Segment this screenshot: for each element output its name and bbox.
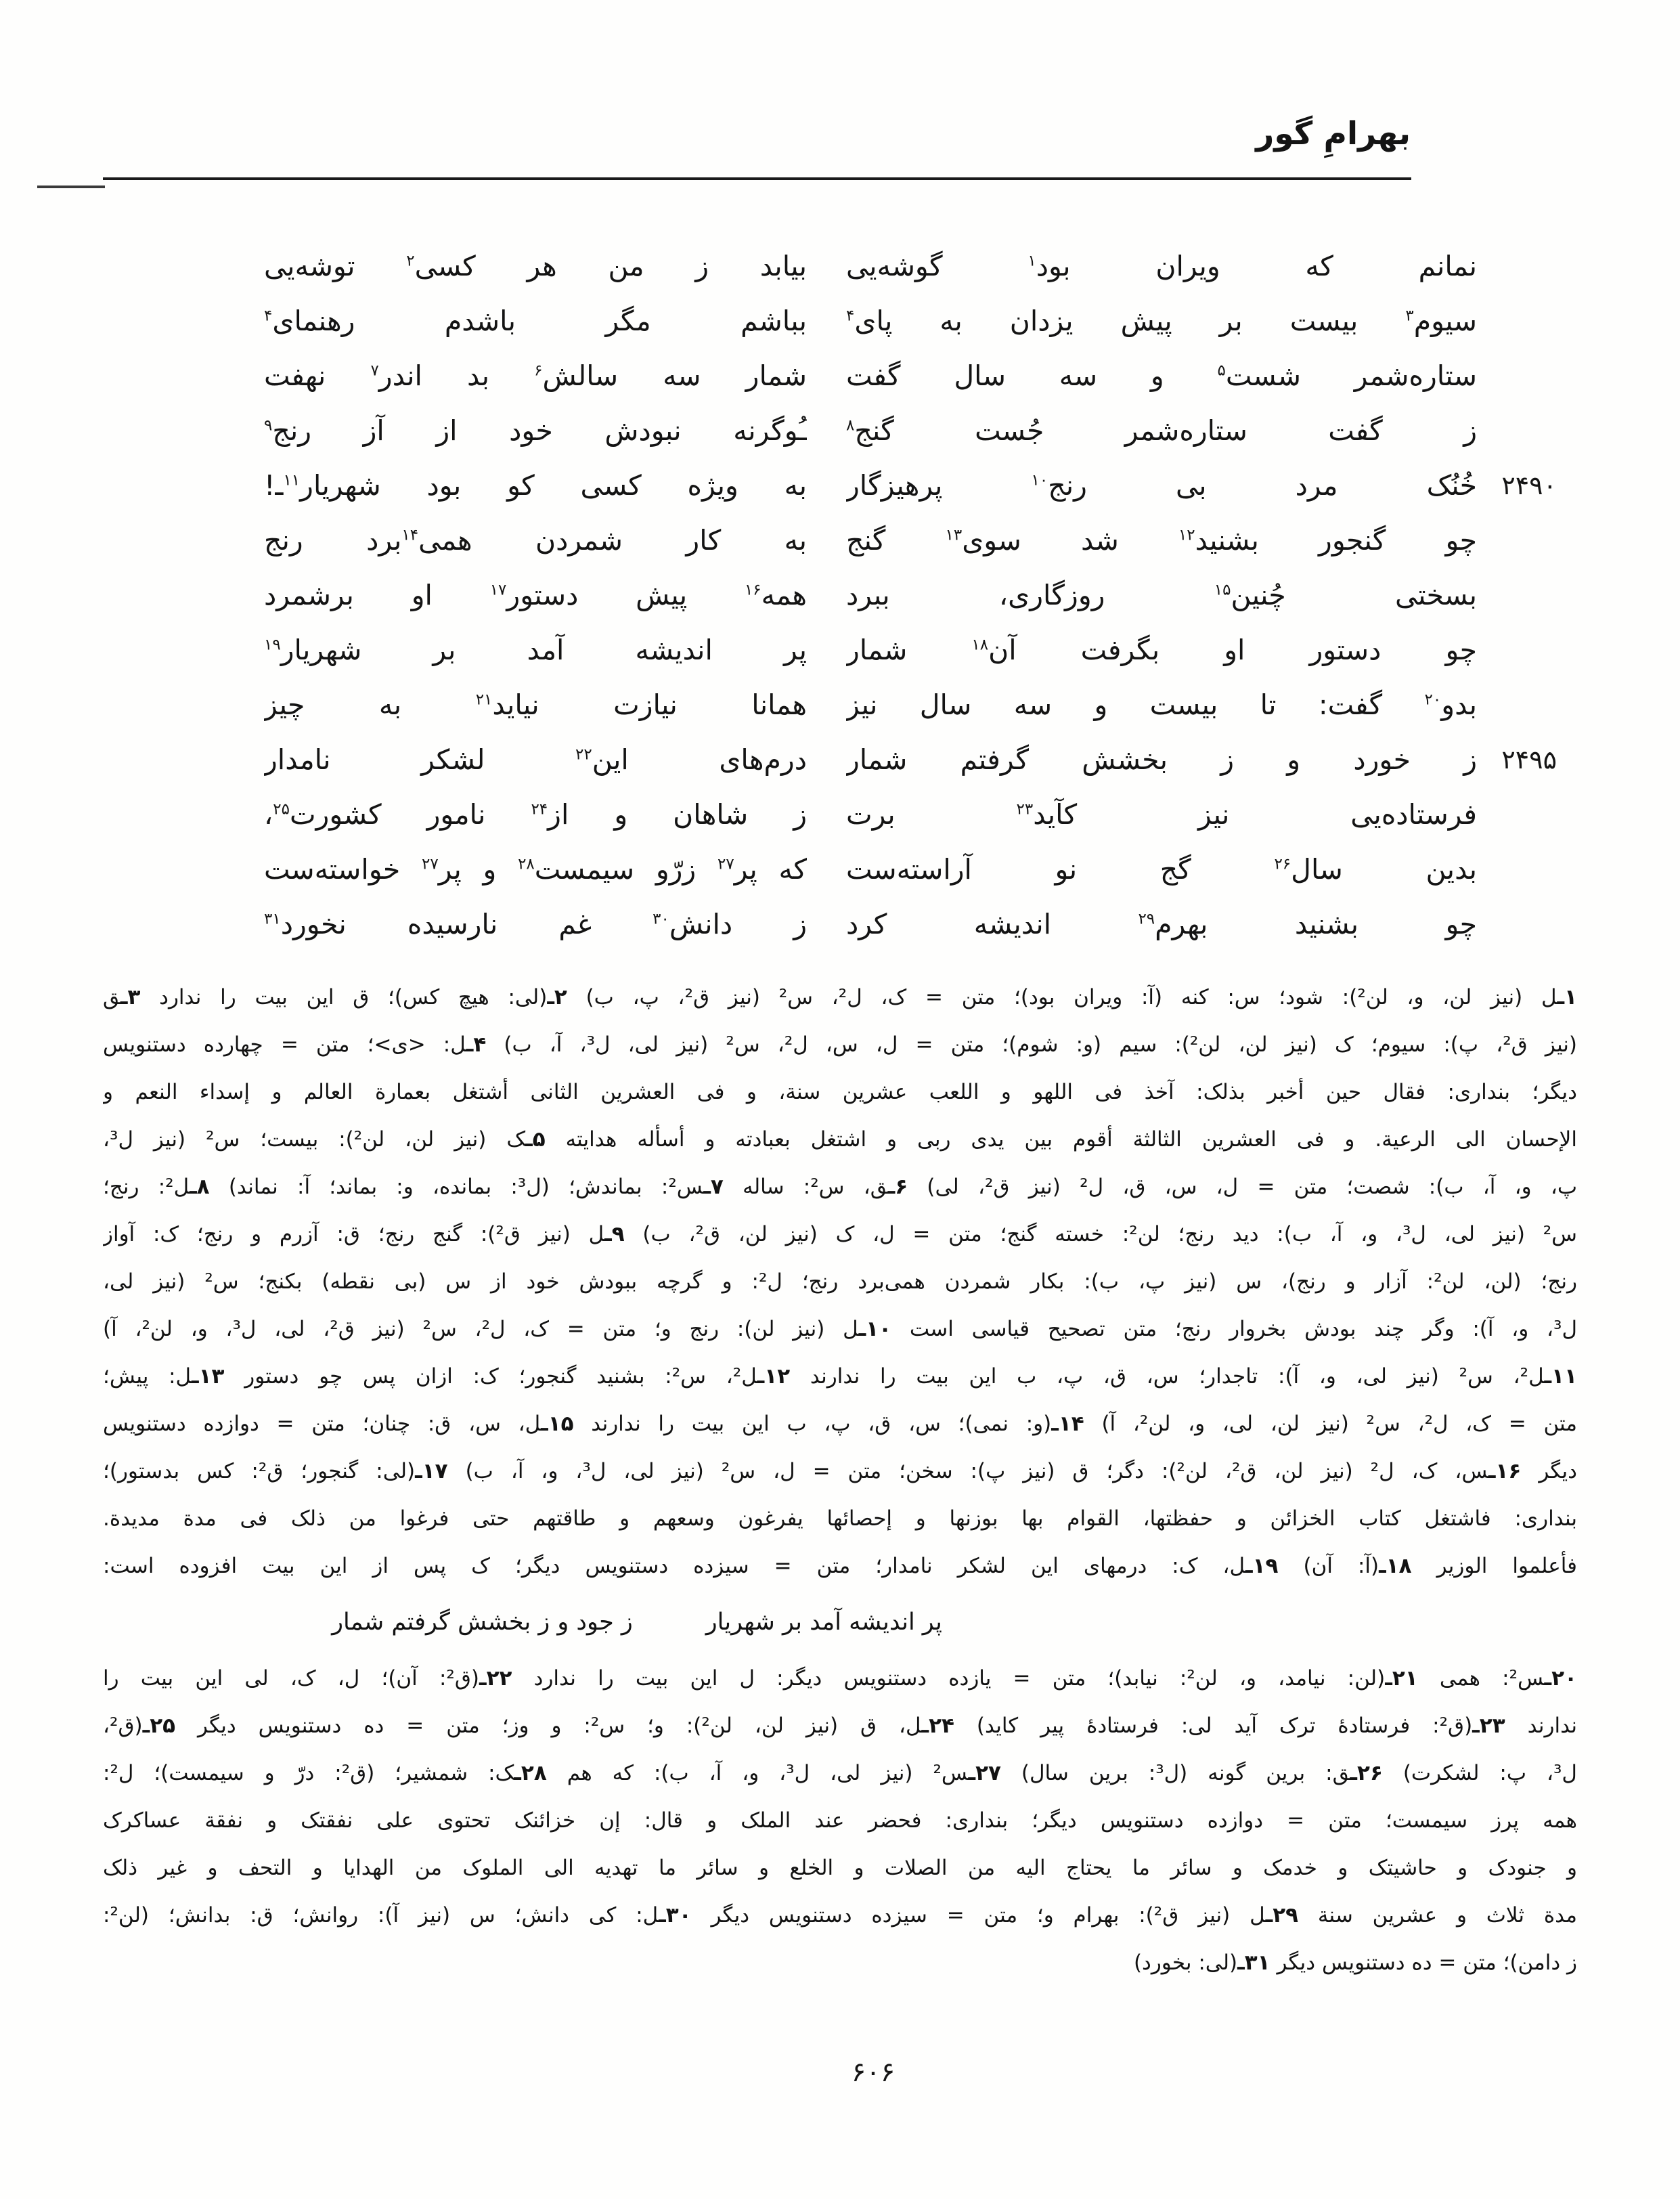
inset-hemistich: پر اندیشه آمد بر شهریار bbox=[705, 1609, 942, 1636]
verse-row bbox=[264, 458, 1557, 513]
apparatus-line: ل³، پ: لشکرت) ۲۶ـق: برین گونه (ل³: برین سال) ۲۷ـس² (نیز لی، ل³، و، آ، ب): که هم ۲۸ـک: شمشیر؛ (ق²: درّ و سیمست)؛ ل²: bbox=[103, 1761, 1577, 1785]
footnote-marker: ۱۰ bbox=[1031, 471, 1048, 489]
hemistich-right: ز گفت ستاره‌شمر جُست گنج$^۸$ bbox=[846, 414, 1477, 447]
verse-row bbox=[264, 677, 1557, 732]
hemistich-right: نمانم که ویران بود$^۱$ گوشه‌یی bbox=[846, 249, 1477, 282]
verse-number: ۲۴۹۰ bbox=[1501, 470, 1557, 500]
inset-hemistich: ز جود و ز بخشش گرفتم شمار bbox=[332, 1609, 633, 1636]
hemistich-left: به کار شمردن همی$^{۱۴}$برد رنج bbox=[264, 523, 807, 557]
apparatus-entry-number: ۲ـ bbox=[547, 985, 567, 1009]
apparatus-entry-number: ۱۹ـ bbox=[1245, 1554, 1279, 1578]
hemistich-left: ز دانش$^{۳۰}$ غم نارسیده نخورد$^{۳۱}$ bbox=[264, 907, 807, 940]
verse-row bbox=[264, 513, 1557, 567]
footnote-marker: ۱۷ bbox=[489, 580, 507, 598]
apparatus-line: همه پرز سیمست؛ متن = دوازده دستنویس دیگر؛ بنداری: فحضر عند الملک و قال: إن خزائنک تحتوی علی نفقتک و نفقة عساکرک bbox=[103, 1808, 1577, 1833]
hemistich-left: ـُوگرنه نبودش خود از آز رنج$^۹$ bbox=[264, 414, 807, 447]
footnote-marker: ۲۷ bbox=[717, 854, 734, 873]
verse-row bbox=[264, 403, 1557, 458]
footnote-marker: ۱۴ bbox=[401, 525, 419, 544]
apparatus-entry-number: ۱۰ـ bbox=[858, 1317, 892, 1341]
verse-row bbox=[264, 842, 1557, 896]
hemistich-left: ز شاهان و از$^{۲۴}$ نامور کشورت$^{۲۵}$، bbox=[264, 798, 807, 831]
hemistich-left: درم‌های این$^{۲۲}$ لشکر نامدار bbox=[264, 743, 807, 776]
apparatus-entry-number: ۲۴ـ bbox=[921, 1714, 954, 1738]
hemistich-left: به ویژه کسی کو بود شهریار$^{۱۱}$ـ! bbox=[264, 469, 807, 502]
footnote-marker: ۱۹ bbox=[264, 635, 281, 653]
hemistich-right: فرستاده‌یی نیز کآید$^{۲۳}$ برت bbox=[846, 798, 1477, 831]
apparatus-entry-number: ۸ـ bbox=[190, 1175, 210, 1199]
footnote-marker: ۲۷ bbox=[422, 854, 439, 873]
hemistich-right: ستاره‌شمر شست$^۵$ و سه سال گفت bbox=[846, 359, 1477, 392]
apparatus-line: الإحسان الی الرعیة. و فی العشرین الثالثة أقوم بین یدی ربی و اشتغل بعبادته و أسأله هدایته ۵ـک (نیز لن، لن²): بیست؛ س² (نیز ل³، bbox=[103, 1127, 1577, 1152]
apparatus-entry-number: ۴ـ bbox=[466, 1032, 487, 1057]
apparatus-line: ز دامن)؛ متن = ده دستنویس دیگر ۳۱ـ(لی: بخورد) bbox=[1133, 1951, 1577, 1975]
apparatus-entry-number: ۹ـ bbox=[604, 1222, 625, 1246]
verse-row bbox=[264, 567, 1557, 622]
apparatus-line: ندارند ۲۳ـ(ق²: فرستادهٔ ترک آید لی: فرستادهٔ پیر کاید) ۲۴ـل، ق (نیز لن، لن²): و؛ س²: و وز؛ متن = ده دستنویس دیگر ۲۵ـ(ق²، bbox=[103, 1714, 1577, 1738]
footnote-marker: ۳ bbox=[1405, 306, 1414, 324]
apparatus-line: ۲۰ـس²: همی ۲۱ـ(لن: نیامد، و، لن²: نیابد)؛ متن = یازده دستنویس دیگر: ل این بیت را ندارد ۲۲ـ(ق²: آن)؛ ل، ک، لی این بیت را bbox=[103, 1666, 1577, 1691]
apparatus-line: ۱ـل (نیز لن، و، لن²): شود؛ س: کنه (آ: ویران بود)؛ متن = ک، ل²، س² (نیز ق²، پ، ب) ۲ـ(لی: هیچ کس)؛ ق این بیت را ندارد ۳ـق bbox=[103, 985, 1577, 1009]
footnote-marker: ۱۶ bbox=[744, 580, 761, 598]
footnote-marker: ۲۲ bbox=[575, 745, 592, 763]
apparatus-line: ۱۱ـل²، س² (نیز لی، و، آ): تاجدار؛ س، ق، پ، ب این بیت را ندارند ۱۲ـل²، س²: بشنید گنجور؛ ک: ازان پس چو دستور ۱۳ـل: پیش؛ bbox=[103, 1364, 1577, 1389]
header-rule bbox=[103, 177, 1411, 180]
header-rule-dash bbox=[37, 186, 105, 188]
apparatus-entry-number: ۲۰ـ bbox=[1544, 1666, 1577, 1691]
apparatus-line: س² (نیز لی، ل³، و، آ، ب): دید رنج؛ لن²: خسته گنج؛ متن = ل، ک (نیز لن، ق²، ب) ۹ـل (نیز ق²): گنج رنج؛ ق: آزرم و رنج؛ ک: آواز bbox=[103, 1222, 1577, 1246]
apparatus-line: متن = ک، ل²، س² (نیز لن، لی، و، لن²، آ) ۱۴ـ(و: نمی)؛ س، ق، پ، ب این بیت را ندارند ۱۵ـل، س، ق: چنان؛ متن = دوازده دستنویس bbox=[103, 1412, 1577, 1436]
apparatus-entry-number: ۱۱ـ bbox=[1544, 1364, 1577, 1389]
footnote-marker: ۳۰ bbox=[653, 909, 669, 928]
hemistich-right: بدو$^{۲۰}$ گفت: تا بیست و سه سال نیز bbox=[846, 688, 1477, 721]
verse-row bbox=[264, 238, 1557, 293]
hemistich-left: همانا نیازت نیاید$^{۲۱}$ به چیز bbox=[264, 688, 807, 721]
apparatus-line: و جنودک و حاشیتک و خدمک و سائر ما یحتاج الیه من الصلات و الخلع و سائر ما تهدیه الی الملوک من الهدایا و التحف و غیر ذلک bbox=[103, 1856, 1577, 1880]
hemistich-left: بیابد ز من هر کسی$^۲$ توشه‌یی bbox=[264, 249, 807, 282]
hemistich-right: بسختی چُنین$^{۱۵}$ روزگاری، ببرد bbox=[846, 578, 1477, 611]
footnote-marker: ۸ bbox=[846, 416, 855, 434]
hemistich-right: ز خورد و ز بخشش گرفتم شمار bbox=[846, 743, 1477, 776]
footnote-marker: ۵ bbox=[1217, 361, 1226, 379]
verse-row bbox=[264, 787, 1557, 842]
critical-apparatus bbox=[103, 974, 1577, 1986]
apparatus-entry-number: ۳ـ bbox=[120, 985, 141, 1009]
apparatus-entry-number: ۲۷ـ bbox=[968, 1761, 1001, 1785]
verse-row bbox=[264, 622, 1557, 677]
verse-row bbox=[264, 896, 1557, 951]
footnote-marker: ۱ bbox=[1027, 251, 1036, 269]
apparatus-line: مدة ثلاث و عشرین سنة ۲۹ـل (نیز ق²): بهرام و؛ متن = سیزده دستنویس دیگر ۳۰ـل: کی دانش؛ س (نیز آ): روانش؛ ق: بدانش؛ (لن²: bbox=[103, 1903, 1577, 1928]
apparatus-line: (نیز ق²، پ): سیوم؛ ک (نیز لن، لن²): سیم (و: شوم)؛ متن = ل، س، ل²، س² (نیز لی، ل³، آ، ب) ۴ـل: <ی>؛ متن = چهارده دستنویس bbox=[103, 1032, 1577, 1057]
hemistich-right: خُنُک مرد بی رنج$^{۱۰}$ پرهیزگار bbox=[846, 469, 1477, 502]
hemistich-right: چو گنجور بشنید$^{۱۲}$ شد سوی$^{۱۳}$ گنج bbox=[846, 523, 1477, 557]
apparatus-entry-number: ۲۵ـ bbox=[142, 1714, 176, 1738]
footnote-marker: ۲۳ bbox=[1016, 800, 1034, 818]
apparatus-entry-number: ۱ـ bbox=[1557, 985, 1577, 1009]
hemistich-left: همه$^{۱۶}$ پیش دستور$^{۱۷}$ او برشمرد bbox=[264, 578, 807, 611]
hemistich-right: چو دستور او بگرفت آن$^{۱۸}$ شمار bbox=[846, 633, 1477, 666]
apparatus-entry-number: ۲۶ـ bbox=[1350, 1761, 1383, 1785]
footnote-marker: ۲۴ bbox=[531, 800, 548, 818]
hemistich-right: بدین سال$^{۲۶}$ گج نو آراسته‌ست bbox=[846, 852, 1477, 886]
hemistich-left: شمار سه سالش$^۶$ بد اندر$^۷$ نهفت bbox=[264, 359, 807, 392]
footnote-marker: ۳۱ bbox=[264, 909, 281, 928]
apparatus-entry-number: ۲۳ـ bbox=[1472, 1714, 1505, 1738]
footnote-marker: ۲۱ bbox=[475, 690, 493, 708]
apparatus-line: پ، و، آ، ب): شصت؛ متن = ل، س، ق، ل² (نیز ق²، لی) ۶ـق، س²: ساله ۷ـس²: بماندش؛ (ل³: بمانده، و: بماند؛ آ: نماند) ۸ـل²: رنج؛ bbox=[103, 1175, 1577, 1199]
hemistich-right: سیوم$^۳$ بیست بر پیش یزدان به پای$^۴$ bbox=[846, 304, 1477, 337]
apparatus-line: رنج؛ (لن، لن²: آزار و رنج)، س (نیز پ، ب): بکار شمردن همی‌برد رنج؛ ل²: و گرچه ببودش خود از س (بی نقطه) بکنج؛ س² (نیز لی، bbox=[103, 1269, 1577, 1294]
footnote-marker: ۹ bbox=[264, 416, 273, 434]
apparatus-inset-verse bbox=[0, 1590, 1374, 1655]
apparatus-line: دیگر ۱۶ـس، ک، ل² (نیز لن، ق²، لن²): دگر؛ ق (نیز پ): سخن؛ متن = ل، س² (نیز لی، ل³، و، آ، ب) ۱۷ـ(لی: گنجور؛ ق²: کس بدستور)؛ bbox=[103, 1459, 1577, 1483]
verse-number: ۲۴۹۵ bbox=[1501, 744, 1557, 775]
apparatus-entry-number: ۲۲ـ bbox=[479, 1666, 512, 1691]
footnote-marker: ۴ bbox=[264, 306, 273, 324]
apparatus-entry-number: ۳۰ـ bbox=[659, 1903, 692, 1928]
apparatus-entry-number: ۱۵ـ bbox=[541, 1412, 574, 1436]
verse-row bbox=[264, 293, 1557, 348]
footnote-marker: ۱۸ bbox=[971, 635, 989, 653]
apparatus-entry-number: ۳۱ـ bbox=[1237, 1951, 1270, 1975]
footnote-marker: ۴ bbox=[846, 306, 855, 324]
apparatus-entry-number: ۲۹ـ bbox=[1265, 1903, 1299, 1928]
apparatus-entry-number: ۱۳ـ bbox=[192, 1364, 225, 1389]
hemistich-left: پر اندیشه آمد بر شهریار$^{۱۹}$ bbox=[264, 633, 807, 666]
apparatus-entry-number: ۶ـ bbox=[887, 1175, 908, 1199]
footnote-marker: ۱۱ bbox=[283, 471, 301, 489]
footnote-marker: ۲۶ bbox=[1274, 854, 1291, 873]
apparatus-entry-number: ۱۷ـ bbox=[415, 1459, 448, 1483]
footnote-marker: ۲۹ bbox=[1138, 909, 1155, 928]
apparatus-entry-number: ۵ـ bbox=[525, 1127, 546, 1152]
apparatus-entry-number: ۱۲ـ bbox=[757, 1364, 791, 1389]
footnote-marker: ۲۰ bbox=[1424, 690, 1442, 708]
footnote-marker: ۲۸ bbox=[518, 854, 535, 873]
apparatus-entry-number: ۱۸ـ bbox=[1379, 1554, 1412, 1578]
apparatus-entry-number: ۷ـ bbox=[703, 1175, 724, 1199]
footnote-marker: ۲۵ bbox=[273, 800, 290, 818]
verse-row bbox=[264, 732, 1557, 787]
footnote-marker: ۱۵ bbox=[1214, 580, 1231, 598]
page-title: بهرامِ گور bbox=[1256, 115, 1411, 152]
footnote-marker: ۱۲ bbox=[1178, 525, 1195, 544]
verse-block bbox=[264, 238, 1557, 951]
apparatus-line: بنداری: فاشتغل کتاب الخزائن و حفظتها، القوام بها بوزنها و إحصائها یفرغون وسعهم و طاقتهم حتی فرغوا من ذلک فی مدة مدیدة. bbox=[103, 1506, 1577, 1531]
footnote-marker: ۱۳ bbox=[945, 525, 963, 544]
apparatus-entry-number: ۱۶ـ bbox=[1488, 1459, 1522, 1483]
hemistich-left: بباشم مگر باشدم رهنمای$^۴$ bbox=[264, 304, 807, 337]
apparatus-entry-number: ۲۸ـ bbox=[514, 1761, 547, 1785]
apparatus-line: فأعلموا الوزیر ۱۸ـ(آ: آن) ۱۹ـل، ک: درمهای این لشکر نامدار؛ متن = سیزده دستنویس دیگر؛ ک پس از این بیت افزوده است: bbox=[103, 1554, 1577, 1578]
hemistich-right: چو بشنید بهرم$^{۲۹}$ اندیشه کرد bbox=[846, 907, 1477, 940]
footnote-marker: ۲ bbox=[406, 251, 415, 269]
page-number: ۶۰۶ bbox=[851, 2057, 896, 2088]
footnote-marker: ۷ bbox=[370, 361, 379, 379]
apparatus-entry-number: ۲۱ـ bbox=[1385, 1666, 1418, 1691]
footnote-marker: ۶ bbox=[534, 361, 543, 379]
verse-row bbox=[264, 348, 1557, 403]
hemistich-left: که پر$^{۲۷}$ زرّو سیمست$^{۲۸}$ و پر$^{۲۷}$ خواسته‌ست bbox=[264, 852, 807, 886]
apparatus-entry-number: ۱۴ـ bbox=[1051, 1412, 1084, 1436]
apparatus-line: دیگر؛ بنداری: فقال حین أخبر بذلک: آخذ فی اللهو و اللعب عشرین سنة، و فی العشرین الثانی أشتغل بعمارة العالم و إسداء النعم و bbox=[103, 1080, 1577, 1104]
apparatus-line: ل³، و، آ): وگر چند بودش بخروار رنج؛ متن تصحیح قیاسی است ۱۰ـل (نیز لن): رنج و؛ متن = ک، ل²، س² (نیز ق²، لی، ل³، و، لن²، آ) bbox=[103, 1317, 1577, 1341]
